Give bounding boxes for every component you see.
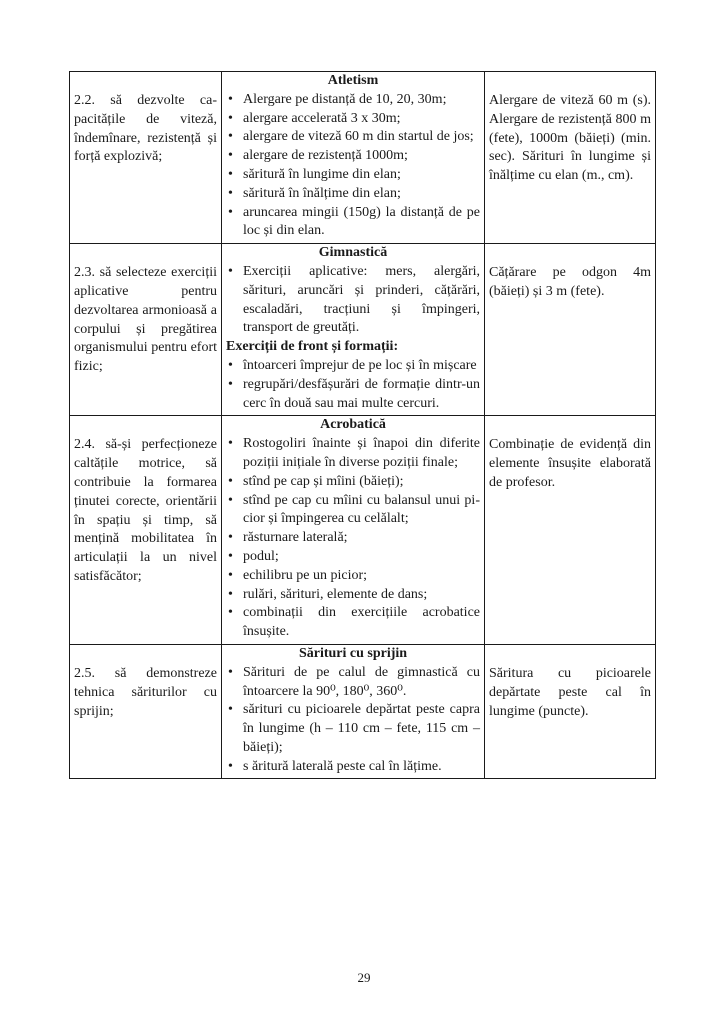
list-item: • echilibru pe un picior;: [226, 567, 480, 586]
content-list: [226, 664, 480, 777]
list-item: • Exerciții aplicative: mers, alergări, sărituri, aruncări și prinderi, cățărări, escaladări, tracțiuni și împingeri, transport de greutăți.: [226, 263, 480, 338]
objective-cell: 2.5. să demonstreze tehnica săriturilor cu sprijin;: [70, 644, 222, 779]
evaluation-cell: Alergare de viteză 60 m (s). Alergare de rezistență 800 m (fete), 1000m (băieți) (min. sec). Sărituri în lungime și înălțime cu elan (m., cm).: [485, 72, 656, 244]
list-item: • stînd pe cap și mîini (băieți);: [226, 473, 480, 492]
evaluation-cell: Săritura cu picioarele depărtate peste cal în lungime (puncte).: [485, 644, 656, 779]
list-item: • stînd pe cap cu mîini cu balansul unui picior și împingerea cu celălalt;: [226, 492, 480, 530]
curriculum-table: [69, 71, 656, 779]
table-row: [70, 644, 656, 779]
section-title: Sărituri cu sprijin: [298, 645, 408, 661]
list-item: • alergare accelerată 3 x 30m;: [226, 110, 480, 129]
list-item: • săritură în lungime din elan;: [226, 166, 480, 185]
objective-cell: 2.3. să selecteze exerciții aplicative pentru dezvoltarea armonioasă a corpului și pregătirea organismului pentru efort fizic;: [70, 244, 222, 416]
list-item: • Alergare pe distanță de 10, 20, 30m;: [226, 91, 480, 110]
table-row: [70, 416, 656, 645]
list-item: • combinații din exercițiile acrobatice însușite.: [226, 604, 480, 642]
subheading: Exerciții de front și formații:: [226, 339, 399, 355]
list-item: • aruncarea mingii (150g) la distanță de pe loc și din elan.: [226, 204, 480, 242]
list-item: • întoarceri împrejur de pe loc și în mișcare: [226, 357, 480, 376]
objective-cell: 2.2. să dezvolte capacitățile de viteză, îndemînare, rezistență și forță explozivă;: [70, 72, 222, 244]
page-number: 29: [357, 970, 371, 985]
section-title: Atletism: [327, 73, 379, 88]
list-item: • sărituri cu picioarele depărtat peste capra în lungime (h – 110 cm – fete, 115 cm – băieți);: [226, 701, 480, 757]
content-cell: [222, 644, 485, 779]
list-item: • alergare de rezistență 1000m;: [226, 147, 480, 166]
content-cell: [222, 72, 485, 244]
list-item: • s ăritură laterală peste cal în lățime.: [226, 758, 480, 777]
content-list: [226, 263, 480, 338]
table-row: [70, 72, 656, 244]
section-title: Acrobatică: [320, 417, 386, 433]
list-item: • răsturnare laterală;: [226, 529, 480, 548]
content-cell: [222, 416, 485, 645]
list-item: • Sărituri de pe calul de gimnastică cu întoarcere la 90⁰, 180⁰, 360⁰.: [226, 664, 480, 702]
content-cell: [222, 244, 485, 416]
list-item: • Rostogoliri înainte și înapoi din diferite poziții inițiale în diverse poziții finale;: [226, 435, 480, 473]
list-item: • săritură în înălțime din elan;: [226, 185, 480, 204]
evaluation-cell: Combinație de evidență din elemente însușite elaborată de profesor.: [485, 416, 656, 645]
list-item: • regrupări/desfășurări de formație dintr-un cerc în două sau mai multe cercuri.: [226, 376, 480, 414]
objective-cell: 2.4. să-și perfecționeze caltățile motrice, să contribuie la formarea ținutei corecte, orientării în spațiu și timp, să mențină mobilitatea în articulații la un nivel satisfăcător;: [70, 416, 222, 645]
content-list: [226, 91, 480, 241]
list-item: • podul;: [226, 548, 480, 567]
content-list: [226, 357, 480, 413]
section-title: Gimnastică: [318, 245, 388, 261]
list-item: • alergare de viteză 60 m din startul de jos;: [226, 128, 480, 147]
table-row: [70, 244, 656, 416]
evaluation-cell: Cățărare pe odgon 4m (băieți) și 3 m (fete).: [485, 244, 656, 416]
content-list: [226, 435, 480, 642]
list-item: • rulări, sărituri, elemente de dans;: [226, 586, 480, 605]
